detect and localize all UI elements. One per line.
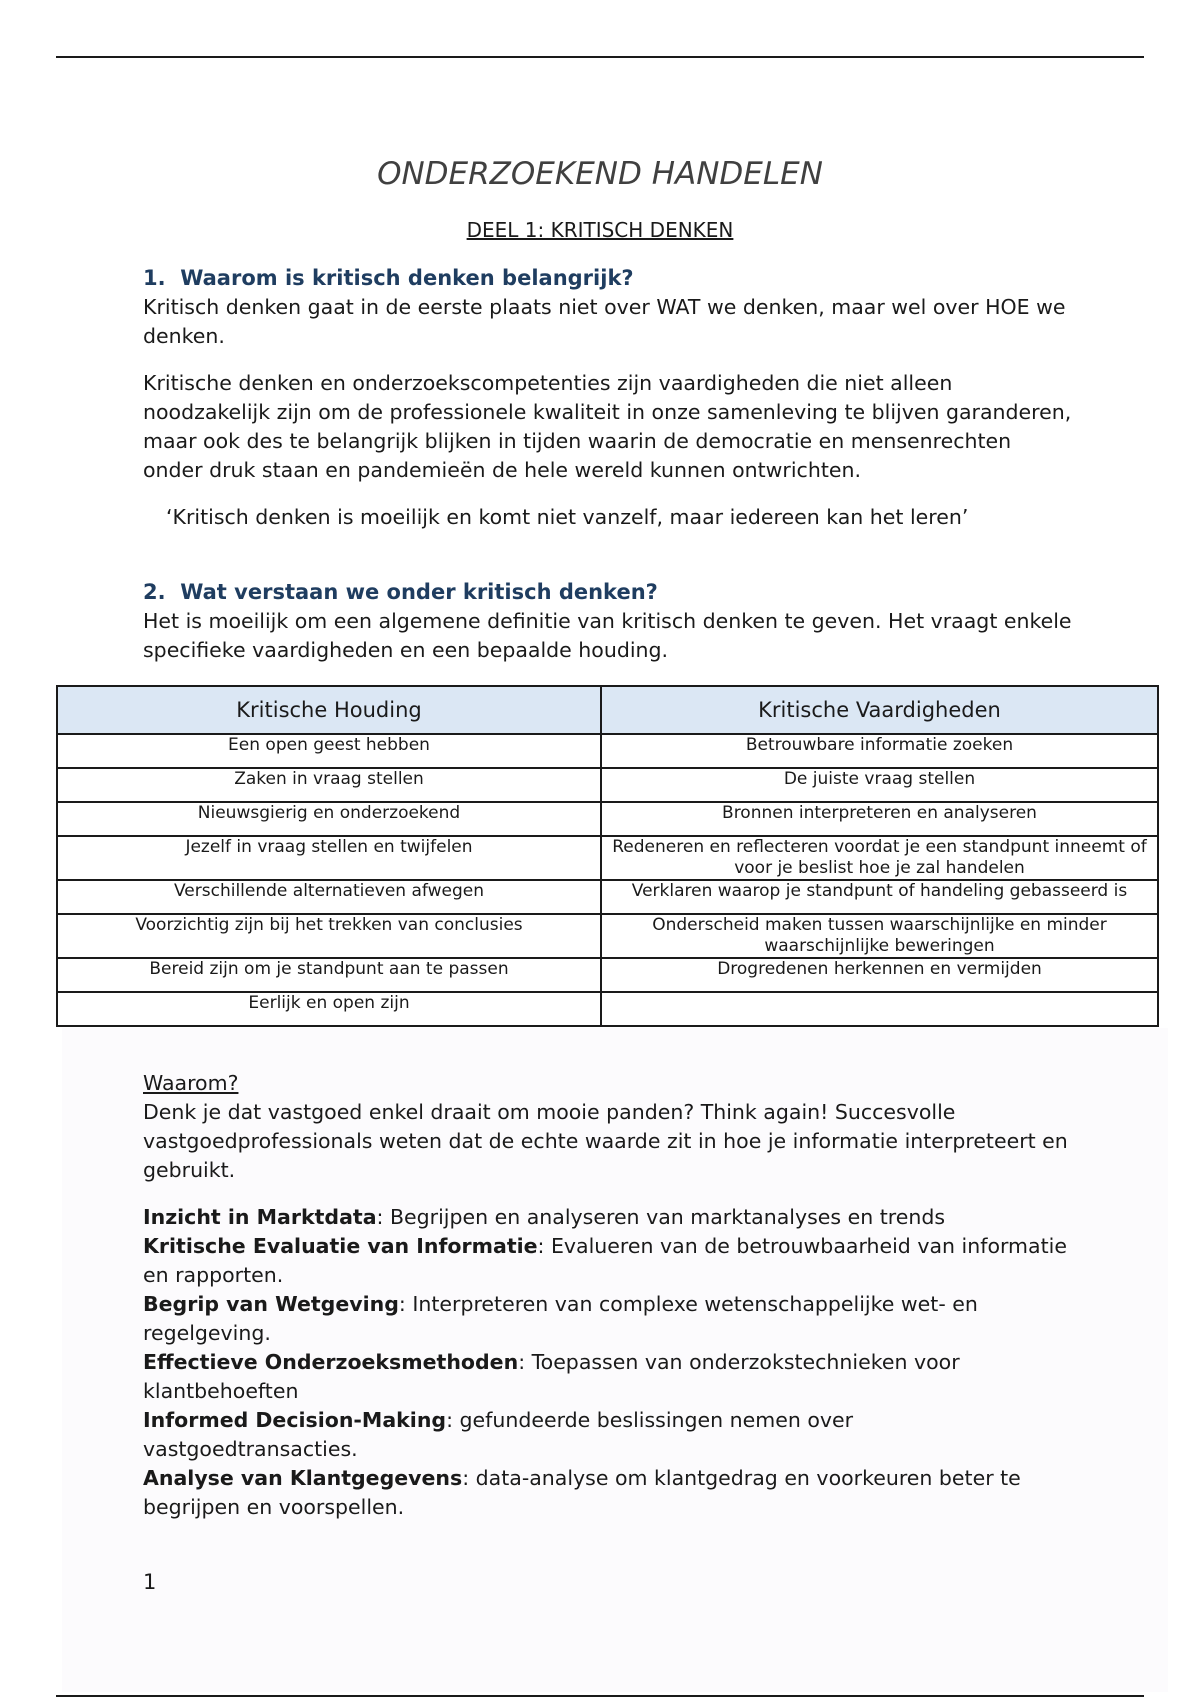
table-cell: Redeneren en reflecteren voordat je een standpunt inneemt of voor je beslist hoe je zal handelen	[601, 836, 1158, 880]
table-cell: Drogredenen herkennen en vermijden	[601, 958, 1158, 992]
table-cell: De juiste vraag stellen	[601, 768, 1158, 802]
section-1-paragraph-2: Kritische denken en onderzoekscompetenties zijn vaardigheden die niet alleen noodzakelijk zijn om de professionele kwaliteit in onze samenleving te blijven garanderen, maar ook des te belangrijk blijken in tijden waarin de democratie en mensenrechten onder druk staan en pandemieën de hele wereld kunnen ontwrichten.	[143, 371, 1072, 482]
section-1-heading	[143, 264, 1073, 293]
list-item-term: Inzicht in Marktdata	[143, 1205, 377, 1229]
bottom-rule	[56, 1695, 1144, 1697]
list-item-text: : Evalueren van de betrouwbaarheid van informatie en rapporten.	[143, 1234, 1067, 1287]
section-1-paragraph-1: Kritisch denken gaat in de eerste plaats niet over WAT we denken, maar wel over HOE we denken.	[143, 295, 1066, 348]
list-item-term: Analyse van Klantgegevens	[143, 1466, 463, 1490]
table-cell: Onderscheid maken tussen waarschijnlijke en minder waarschijnlijke beweringen	[601, 914, 1158, 958]
section-2	[143, 578, 1073, 665]
table-cell	[601, 992, 1158, 1026]
section-2-number: 2.	[143, 580, 166, 604]
section-2-paragraph-1: Het is moeilijk om een algemene definitie van kritisch denken te geven. Het vraagt enkele specifieke vaardigheden en een bepaalde houding.	[143, 609, 1072, 662]
list-item-term: Effectieve Onderzoeksmethoden	[143, 1350, 519, 1374]
list-item	[143, 1290, 1073, 1348]
table-header-vaardigheden: Kritische Vaardigheden	[601, 686, 1158, 734]
table-row	[57, 836, 1158, 880]
page-number: 1	[143, 1570, 157, 1594]
list-item-text: : Toepassen van onderzokstechnieken voor klantbehoeften	[143, 1350, 960, 1403]
section-1	[143, 264, 1073, 532]
table-cell: Bereid zijn om je standpunt aan te passen	[57, 958, 601, 992]
why-list	[143, 1203, 1073, 1522]
list-item-text: : Interpreteren van complexe wetenschappelijke wet- en regelgeving.	[143, 1292, 978, 1345]
section-1-number: 1.	[143, 266, 166, 290]
table-row	[57, 802, 1158, 836]
list-item	[143, 1203, 1073, 1232]
list-item	[143, 1232, 1073, 1290]
table-cell: Nieuwsgierig en onderzoekend	[57, 802, 601, 836]
table-row	[57, 734, 1158, 768]
table-row	[57, 914, 1158, 958]
table-cell: Een open geest hebben	[57, 734, 601, 768]
table-cell: Bronnen interpreteren en analyseren	[601, 802, 1158, 836]
table-cell: Verklaren waarop je standpunt of handeling gebasseerd is	[601, 880, 1158, 914]
critical-thinking-table	[56, 685, 1159, 1027]
table-cell: Eerlijk en open zijn	[57, 992, 601, 1026]
table-header-houding: Kritische Houding	[57, 686, 601, 734]
list-item	[143, 1464, 1073, 1522]
why-intro: Denk je dat vastgoed enkel draait om mooie panden? Think again! Succesvolle vastgoedprofessionals weten dat de echte waarde zit in hoe je informatie interpreteert en gebruikt.	[143, 1100, 1068, 1182]
table-cell: Betrouwbare informatie zoeken	[601, 734, 1158, 768]
list-item-text: : gefundeerde beslissingen nemen over vastgoedtransacties.	[143, 1408, 854, 1461]
part-title: DEEL 1: KRITISCH DENKEN	[466, 218, 734, 242]
table-cell: Verschillende alternatieven afwegen	[57, 880, 601, 914]
list-item-term: Kritische Evaluatie van Informatie	[143, 1234, 538, 1258]
list-item	[143, 1406, 1073, 1464]
why-heading: Waarom?	[143, 1071, 239, 1095]
table-cell: Voorzichtig zijn bij het trekken van conclusies	[57, 914, 601, 958]
section-2-heading-text: Wat verstaan we onder kritisch denken?	[180, 580, 658, 604]
list-item-text: : data-analyse om klantgedrag en voorkeuren beter te begrijpen en voorspellen.	[143, 1466, 1021, 1519]
document-title: ONDERZOEKEND HANDELEN	[377, 156, 823, 192]
why-section	[143, 1069, 1073, 1522]
section-1-heading-text: Waarom is kritisch denken belangrijk?	[180, 266, 634, 290]
table-cell: Jezelf in vraag stellen en twijfelen	[57, 836, 601, 880]
table-cell: Zaken in vraag stellen	[57, 768, 601, 802]
table-header-row	[57, 686, 1158, 734]
list-item-term: Informed Decision-Making	[143, 1408, 447, 1432]
quote: ‘Kritisch denken is moeilijk en komt niet vanzelf, maar iedereen kan het leren’	[166, 505, 969, 529]
list-item-term: Begrip van Wetgeving	[143, 1292, 399, 1316]
table-row	[57, 958, 1158, 992]
top-rule	[56, 56, 1144, 58]
table-row	[57, 768, 1158, 802]
table-row	[57, 880, 1158, 914]
table-row	[57, 992, 1158, 1026]
section-2-heading	[143, 578, 1073, 607]
list-item-text: : Begrijpen en analyseren van marktanalyses en trends	[376, 1205, 946, 1229]
list-item	[143, 1348, 1073, 1406]
